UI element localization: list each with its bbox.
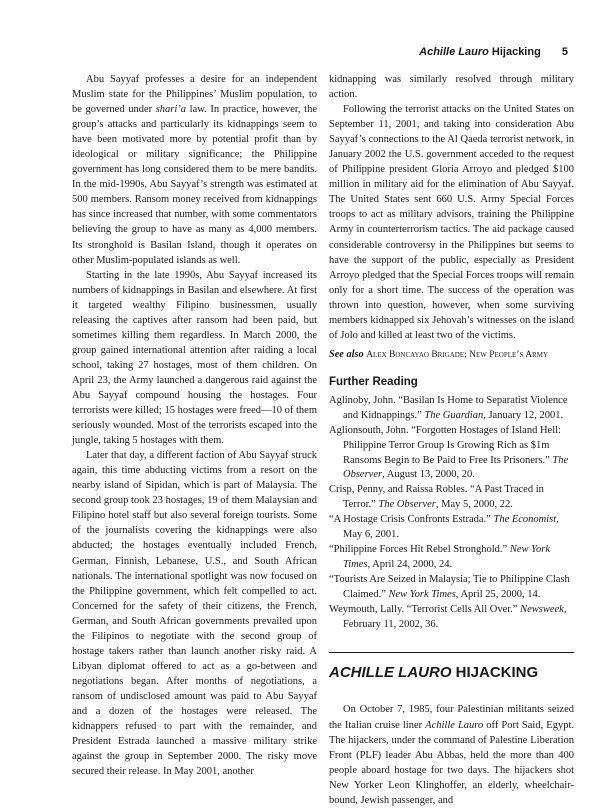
reference-item: Aglionsouth, John. “Forgotten Hostages of Island Hell: Philippine Terror Group Is Growing Rich as $1m Ransoms Begin to Be Paid to Free Its Prisoners.” The Observer, August 13, 2000, 20. [329,424,569,481]
reference-item: “Tourists Are Seized in Malaysia; Tie to Philippine Clash Claimed.” New York Times, April 25, 2000, 14. [329,573,570,600]
running-header-title-italic: Achille Lauro [419,46,489,58]
paragraph-text: Abu Sayyaf professes a desire for an independent Muslim state for the Philippines’ Muslim population, to be governed under [72,74,317,116]
paragraph: kidnapping was similarly resolved through military action. [329,74,574,101]
reference-item: Crisp, Penny, and Raissa Robles. “A Past Traced in Terror.” The Observer, May 5, 2000, 22. [329,484,544,511]
reference-item: “Philippine Forces Hit Rebel Stronghold.” New York Times, April 24, 2000, 24. [329,544,550,570]
running-header [419,46,568,58]
see-also-label: See also [329,348,364,360]
right-column [329,72,574,808]
entry-title-rest: HIJACKING [451,664,539,682]
italic-term: shari’a [155,104,187,116]
paragraph: Starting in the late 1990s, Abu Sayyaf increased its numbers of kidnappings in Basilan and elsewhere. At first it targeted wealthy Filipino businessmen, usually releasing the captives after ransom had been paid, but sometimes killing them regardless. In March 2000, the group gained international attention after raiding a local school, taking 27 hostages, most of them children. On April 23, the Army launched a dangerous raid against the Abu Sayyaf compound housing the hostages. Four terrorists were killed; 15 hostages were freed—10 of them seriously wounded. Most of the terrorists escaped into the jungle, taking 5 hostages with them. [72,269,317,447]
further-reading-heading: Further Reading [329,375,418,388]
section-divider [329,652,574,653]
paragraph: On October 7, 1985, four Palestinian militants seized the Italian cruise liner Achille Lauro off Port Said, Egypt. The hijackers, under the command of Palestine Liberation Front (PLF) leader Abu Abbas, held the more than 400 people aboard hostage for two days. The hijackers shot New Yorker Leon Klinghoffer, an elderly, wheelchair-bound, Jewish passenger, and [329,704,574,806]
reference-item: Aglinoby, John. “Basilan Is Home to Separatist Violence and Kidnappings.” The Guardian, January 12, 2001. [329,394,568,421]
left-column [72,72,317,779]
paragraph [72,72,317,268]
entry-title [329,665,574,680]
reference-item: Weymouth, Lally. “Terrorist Cells All Over.” Newsweek, February 11, 2002, 36. [329,603,567,630]
running-header-title-rest: Hijacking [488,46,541,58]
see-also-links[interactable]: Alex Boncayao Brigade; New People’s Army [366,349,549,360]
paragraph-text: law. In practice, however, the group’s attacks and particularly its kidnappings seem to have been motivated more by potential profit than by ideological or military significance; the Philippine government has long considered them to be mere bandits. In the mid-1990s, Abu Sayyaf’s strength was estimated at 500 members. Ransom money received from kidnappings has since increased that number, with some commentators believing the group to have as many as 4,000 members. Its stronghold is Basilan Island, though it operates on other Muslim-populated islands as well. [72,104,317,266]
reference-item: “A Hostage Crisis Confronts Estrada.” The Economist, May 6, 2001. [329,514,559,541]
paragraph: Following the terrorist attacks on the United States on September 11, 2001, and taking into consideration Abu Sayyaf’s connections to the Al Qaeda terrorist network, in January 2002 the U.S. government acceded to the request of Philippine president Gloria Arroyo and pledged $100 million in military aid for the elimination of Abu Sayyaf. The United States sent 660 U.S. Army Special Forces troops to act as military advisors, training the Philippine Army in counterterrorism tactics. The aid package caused considerable controversy in the Philippines but seems to have the support of the public, especially as President Arroyo pledged that the Special Forces troops will remain only for a short time. The success of the operation was thrown into question, however, when some surviving members kidnapped six Jehovah’s witnesses on the island of Jolo and killed at least two of the victims. [329,104,574,341]
page-number: 5 [561,46,568,58]
paragraph: Later that day, a different faction of Abu Sayyaf struck again, this time abducting victims from a resort on the nearby island of Sipidan, which is part of Malaysia. The second group took 23 hostages, 19 of them Malaysian and Filipino hotel staff but also several foreign tourists. Some of the journalists covering the kidnappings were also abducted; the hostages eventually included French, German, Finnish, Lebanese, U.S., and South African nationals. The international spotlight was now focused on the Philippine government, which felt compelled to act. Concerned for the safety of their citizens, the French, German, and South African governments prevailed upon the Filipinos to negotiate with the second group of hostage takers rather than launch another risky raid. A Libyan diplomat offered to act as a go-between and negotiations began. After months of negotiations, a ransom of undisclosed amount was paid to Abu Sayyaf and a dozen of the hostages were released. The kidnappers refused to part with the remainder, and President Estrada launched a massive military strike against the group in September 2000. The risky move secured their release. In May 2001, another [72,450,317,778]
entry-title-italic: ACHILLE LAURO [329,664,452,682]
reference-list [329,394,574,633]
see-also [329,347,574,363]
